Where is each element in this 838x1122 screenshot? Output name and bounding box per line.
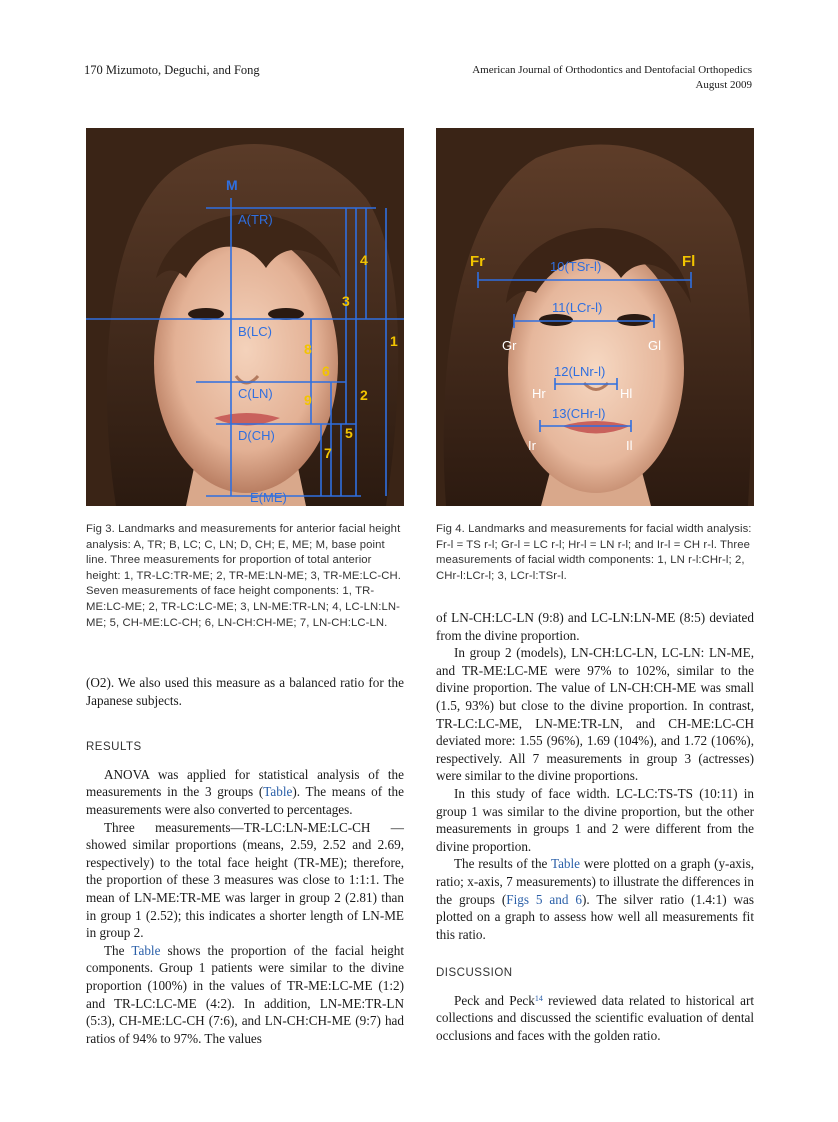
- label-e-me: E(ME): [250, 490, 287, 505]
- label-il: Il: [626, 438, 633, 453]
- num-7: 7: [324, 445, 332, 461]
- plot-text-c: ). The silver ratio (1.4:1) was plotted on a graph to assess how well all measurements fit this ratio.: [436, 891, 755, 942]
- left-eye: [617, 314, 651, 326]
- label-b-lc: B(LC): [238, 324, 272, 339]
- paragraph-continuation: (O2). We also used this measure as a balanced ratio for the Japanese subjects.: [86, 675, 404, 708]
- table-link[interactable]: Table: [131, 942, 161, 958]
- figure-4-face-width-photo: [436, 128, 754, 506]
- running-header-journal: [472, 63, 752, 93]
- num-1: 1: [390, 333, 398, 349]
- paragraph-continuation-right: of LN-CH:LC-LN (9:8) and LC-LN:LN-ME (8:5) deviated from the divine proportion.: [436, 610, 754, 643]
- table-link[interactable]: Table: [550, 856, 581, 872]
- group2-paragraph: In group 2 (models), LN-CH:LC-LN, LC-LN: LN-ME, and TR-ME:LC-ME were 97% to 102%, similar to the divine proportion. The value of LN-CH:CH-ME was small (1.5, 93%) but close to the divine proportion. In contrast, TR-LC:LC-ME, LN-ME:TR-LN, and CH-ME:LC-CH deviated more: 1.55 (96%), 1.69 (104%), and 1.72 (106%), respectively. All 7 measurements in group 3 (actresses) were similar to the divine proportions.: [436, 645, 754, 784]
- figure-3-canvas: [86, 128, 404, 506]
- label-m11: 11(LCr-l): [552, 300, 603, 315]
- label-d-ch: D(CH): [238, 428, 275, 443]
- figure-4-caption: Fig 4. Landmarks and measurements for facial width analysis: Fr-l = TS r-l; Gr-l = LC r-l; Hr-l = LN r-l; and Ir-l = CH r-l. Three measurements of facial width components: 1, LN r-l:CHr-l; 2, CHr-l:LCr-l; 3, LCr-l:TSr-l.: [436, 523, 752, 582]
- results-heading: RESULTS: [86, 741, 142, 754]
- face-width-paragraph: In this study of face width. LC-LC:TS-TS (10:11) in group 1 was similar to the divine proportion, but the other measurements in groups 1 and 2 were different from the divine proportion.: [436, 785, 754, 854]
- num-2: 2: [360, 387, 368, 403]
- discussion-text-b: reviewed data related to historical art collections and discussed the scientific evaluation of dental occlusions and faces with the golden ratio.: [436, 992, 755, 1044]
- plot-text-a: The results of the: [454, 856, 551, 872]
- figure-3-caption: Fig 3. Landmarks and measurements for anterior facial height analysis: A, TR; B, LC; C, LN; D, CH; E, ME; M, base point line. Three measurements for proportion of total anterior height: 1, TR-LC:TR-ME; 2, TR-ME:LN-ME; 3, TR-ME:LC-CH. Seven measurements of face height components: 1, TR-ME:LC-ME; 2, TR-LC:LC-ME; 3, LN-ME:TR-LN; 4, LC-LN:LN-ME; 5, CH-ME:LC-CH; 6, LN-CH:CH-ME; 7, LN-CH:LC-LN.: [86, 523, 401, 629]
- figure-3-face-height-photo: [86, 128, 404, 506]
- figs-5-6-link[interactable]: Figs 5 and 6: [506, 891, 582, 907]
- figure-4-canvas: [436, 128, 754, 506]
- right-eye: [539, 314, 573, 326]
- num-3: 3: [342, 293, 350, 309]
- results-paragraph-1: [86, 766, 404, 819]
- label-c-ln: C(LN): [238, 386, 273, 401]
- plot-text-b: were plotted on a graph (y-axis, ratio; x-axis, 7 measurements) to illustrate the differences in the groups (: [436, 856, 754, 907]
- issue-date: August 2009: [695, 79, 752, 91]
- label-m13: 13(CHr-l): [552, 406, 606, 421]
- left-column-body: [86, 674, 404, 1047]
- label-gl: Gl: [648, 338, 661, 353]
- label-hl: Hl: [620, 386, 633, 401]
- label-hr: Hr: [532, 386, 546, 401]
- num-9: 9: [304, 392, 312, 408]
- num-6: 6: [322, 363, 330, 379]
- discussion-paragraph: [436, 992, 754, 1045]
- discussion-text-a: Peck and Peck: [454, 992, 535, 1008]
- results-p3-text-b: shows the proportion of the facial height components. Group 1 patients were similar to the divine proportion (100%) in the values of TR-ME:LC-ME (1:2) and TR-LC:LC-ME (4:2). In addition, LN-ME:TR-LN (5:3), CH-ME:LC-CH (7:6), and LN-CH:CH-ME (9:7) had ratios of 94% to 97%. The values: [86, 942, 405, 1046]
- results-paragraph-2: Three measurements—TR-LC:LN-ME:LC-CH —showed similar proportions (means, 2.59, 2.52 and 2.69, respectively) to the total face height (TR-ME); therefore, the proportion of these 3 measures was close to 1:1:1. The mean of LN-ME:TR-ME was larger in group 2 (2.81) than in group 1 (2.52); this indicates a shorter length of LN-ME in group 2.: [86, 819, 404, 941]
- right-column-body: [436, 609, 754, 1045]
- label-fl: Fl: [682, 253, 696, 270]
- results-p1-text-b: ). The means of the measurements were also converted to percentages.: [86, 784, 404, 817]
- results-paragraph-3: [86, 942, 404, 1048]
- table-link[interactable]: Table: [263, 784, 293, 800]
- label-fr: Fr: [470, 253, 485, 270]
- reference-14-link[interactable]: 14: [534, 993, 543, 1003]
- num-4: 4: [360, 252, 368, 268]
- label-a-tr: A(TR): [238, 212, 273, 227]
- label-gr: Gr: [502, 338, 517, 353]
- discussion-heading: DISCUSSION: [436, 967, 513, 980]
- num-5: 5: [345, 425, 353, 441]
- results-p3-text-a: The: [104, 942, 132, 958]
- journal-name: American Journal of Orthodontics and Dentofacial Orthopedics: [472, 64, 752, 76]
- label-m: M: [226, 177, 238, 193]
- num-8: 8: [304, 341, 312, 357]
- label-ir: Ir: [528, 438, 536, 453]
- running-header-authors: 170 Mizumoto, Deguchi, and Fong: [84, 63, 260, 77]
- label-m10: 10(TSr-l): [550, 259, 602, 274]
- label-m12: 12(LNr-l): [554, 364, 606, 379]
- results-p1-text-a: ANOVA was applied for statistical analysis of the measurements in the 3 groups (: [86, 766, 404, 800]
- plot-paragraph: [436, 855, 754, 943]
